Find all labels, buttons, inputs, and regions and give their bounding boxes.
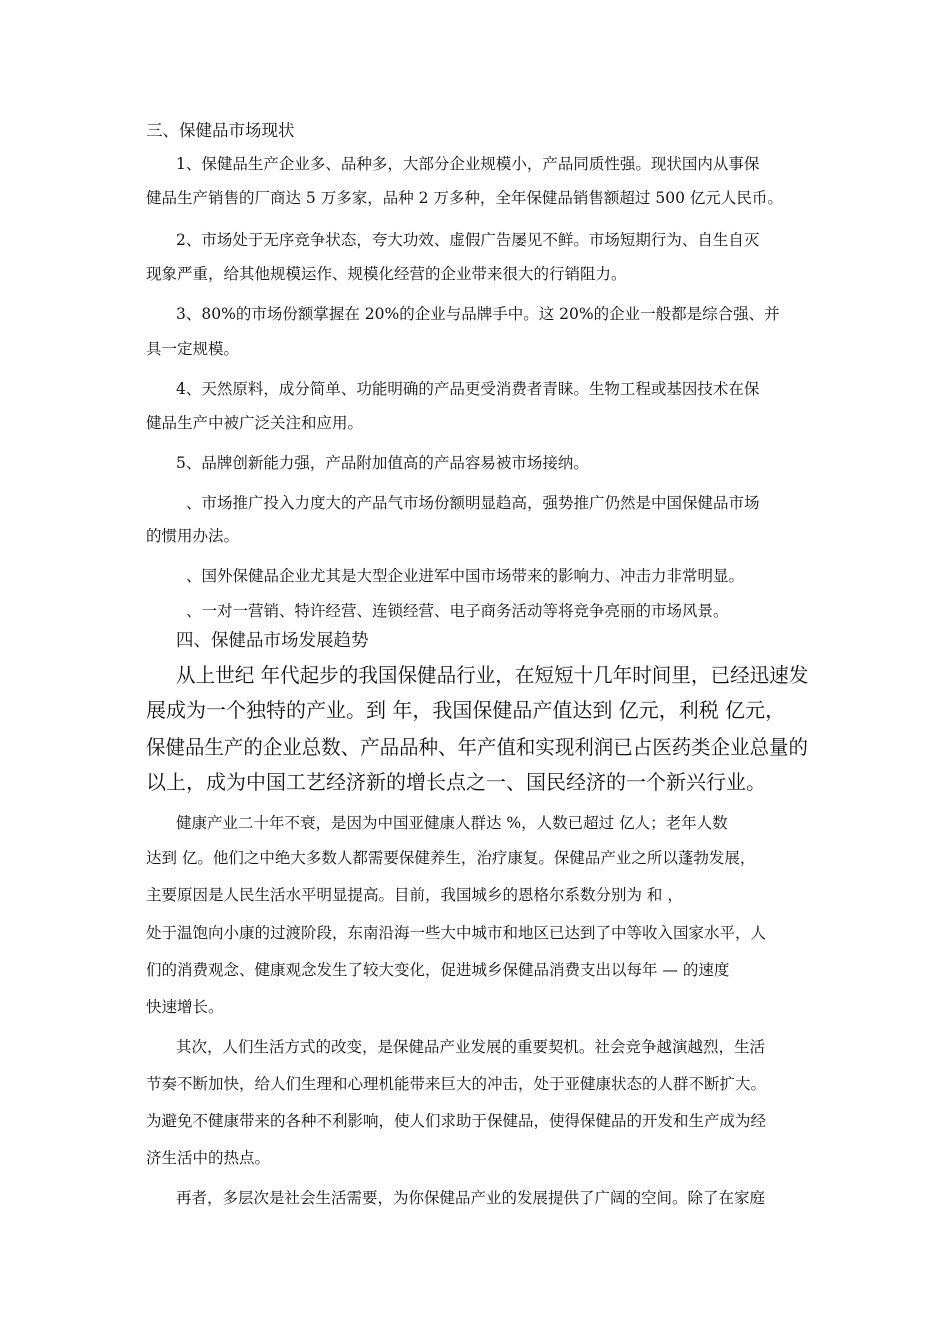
paragraph-line: 为避免不健康带来的各种不利影响，使人们求助于保健品，使得保健品的开发和生产成为经 <box>146 1112 767 1130</box>
paragraph-line: 5、品牌创新能力强，产品附加值高的产品容易被市场接纳。 <box>176 454 589 472</box>
paragraph-line: 达到 亿。他们之中绝大多数人都需要保健养生，治疗康复。保健品产业之所以蓬勃发展， <box>146 849 756 867</box>
paragraph-line: 展成为一个独特的产业。到 年，我国保健品产值达到 亿元，利税 亿元， <box>146 698 786 722</box>
paragraph-line: 具一定规模。 <box>146 340 240 358</box>
paragraph-line: 、市场推广投入力度大的产品气市场份额明显趋高，强势推广仍然是中国保健品市场 <box>186 494 760 512</box>
paragraph-line: 从上世纪 年代起步的我国保健品行业，在短短十几年时间里，已经迅速发 <box>176 663 809 687</box>
paragraph-line: 、国外保健品企业尤其是大型企业进军中国市场带来的影响力、冲击力非常明显。 <box>186 567 745 585</box>
paragraph-line: 快速增长。 <box>146 998 224 1016</box>
section-heading: 三、保健品市场现状 <box>146 121 295 140</box>
paragraph-line: 健康产业二十年不衰，是因为中国亚健康人群达 %，人数已超过 亿人；老年人数 <box>176 814 728 832</box>
paragraph-line: 济生活中的热点。 <box>146 1149 271 1167</box>
paragraph-line: 的惯用办法。 <box>146 527 240 545</box>
paragraph-line: 以上，成为中国工艺经济新的增长点之一、国民经济的一个新兴行业。 <box>146 770 766 794</box>
paragraph-line: 、一对一营销、特许经营、连锁经营、电子商务活动等将竞争亮丽的市场风景。 <box>186 602 729 620</box>
paragraph-line: 主要原因是人民生活水平明显提高。目前，我国城乡的恩格尔系数分别为 和 ， <box>146 886 683 904</box>
paragraph-line: 保健品生产的企业总数、产品品种、年产值和实现利润已占医药类企业总量的 <box>146 735 808 759</box>
paragraph-line: 健品生产销售的厂商达 5 万多家，品种 2 万多种，全年保健品销售额超过 500 亿元人民币。 <box>146 189 783 207</box>
paragraph-line: 处于温饱向小康的过渡阶段，东南沿海一些大中城市和地区已达到了中等收入国家水平，人 <box>146 924 767 942</box>
paragraph-line: 4、天然原料，成分简单、功能明确的产品更受消费者青睐。生物工程或基因技术在保 <box>176 380 760 398</box>
paragraph-line: 1、保健品生产企业多、品种多，大部分企业规模小，产品同质性强。现状国内从事保 <box>176 155 760 173</box>
paragraph-line: 其次，人们生活方式的改变，是保健品产业发展的重要契机。社会竞争越演越烈，生活 <box>176 1038 766 1056</box>
paragraph-line: 健品生产中被广泛关注和应用。 <box>146 414 364 432</box>
paragraph-line: 2、市场处于无序竞争状态，夸大功效、虚假广告屡见不鲜。市场短期行为、自生自灭 <box>176 231 760 249</box>
section-heading: 四、保健品市场发展趋势 <box>176 631 369 651</box>
paragraph-line: 现象严重，给其他规模运作、规模化经营的企业带来很大的行销阻力。 <box>146 265 627 283</box>
paragraph-line: 节奏不断加快，给人们生理和心理机能带来巨大的冲击，处于亚健康状态的人群不断扩大。 <box>146 1075 767 1093</box>
paragraph-line: 3、80%的市场份额掌握在 20%的企业与品牌手中。这 20%的企业一般都是综合强、并 <box>176 305 780 323</box>
paragraph-line: 们的消费观念、健康观念发生了较大变化，促进城乡保健品消费支出以每年 — 的速度 <box>146 961 730 979</box>
paragraph-line: 再者，多层次是社会生活需要，为你保健品产业的发展提供了广阔的空间。除了在家庭 <box>176 1189 766 1207</box>
